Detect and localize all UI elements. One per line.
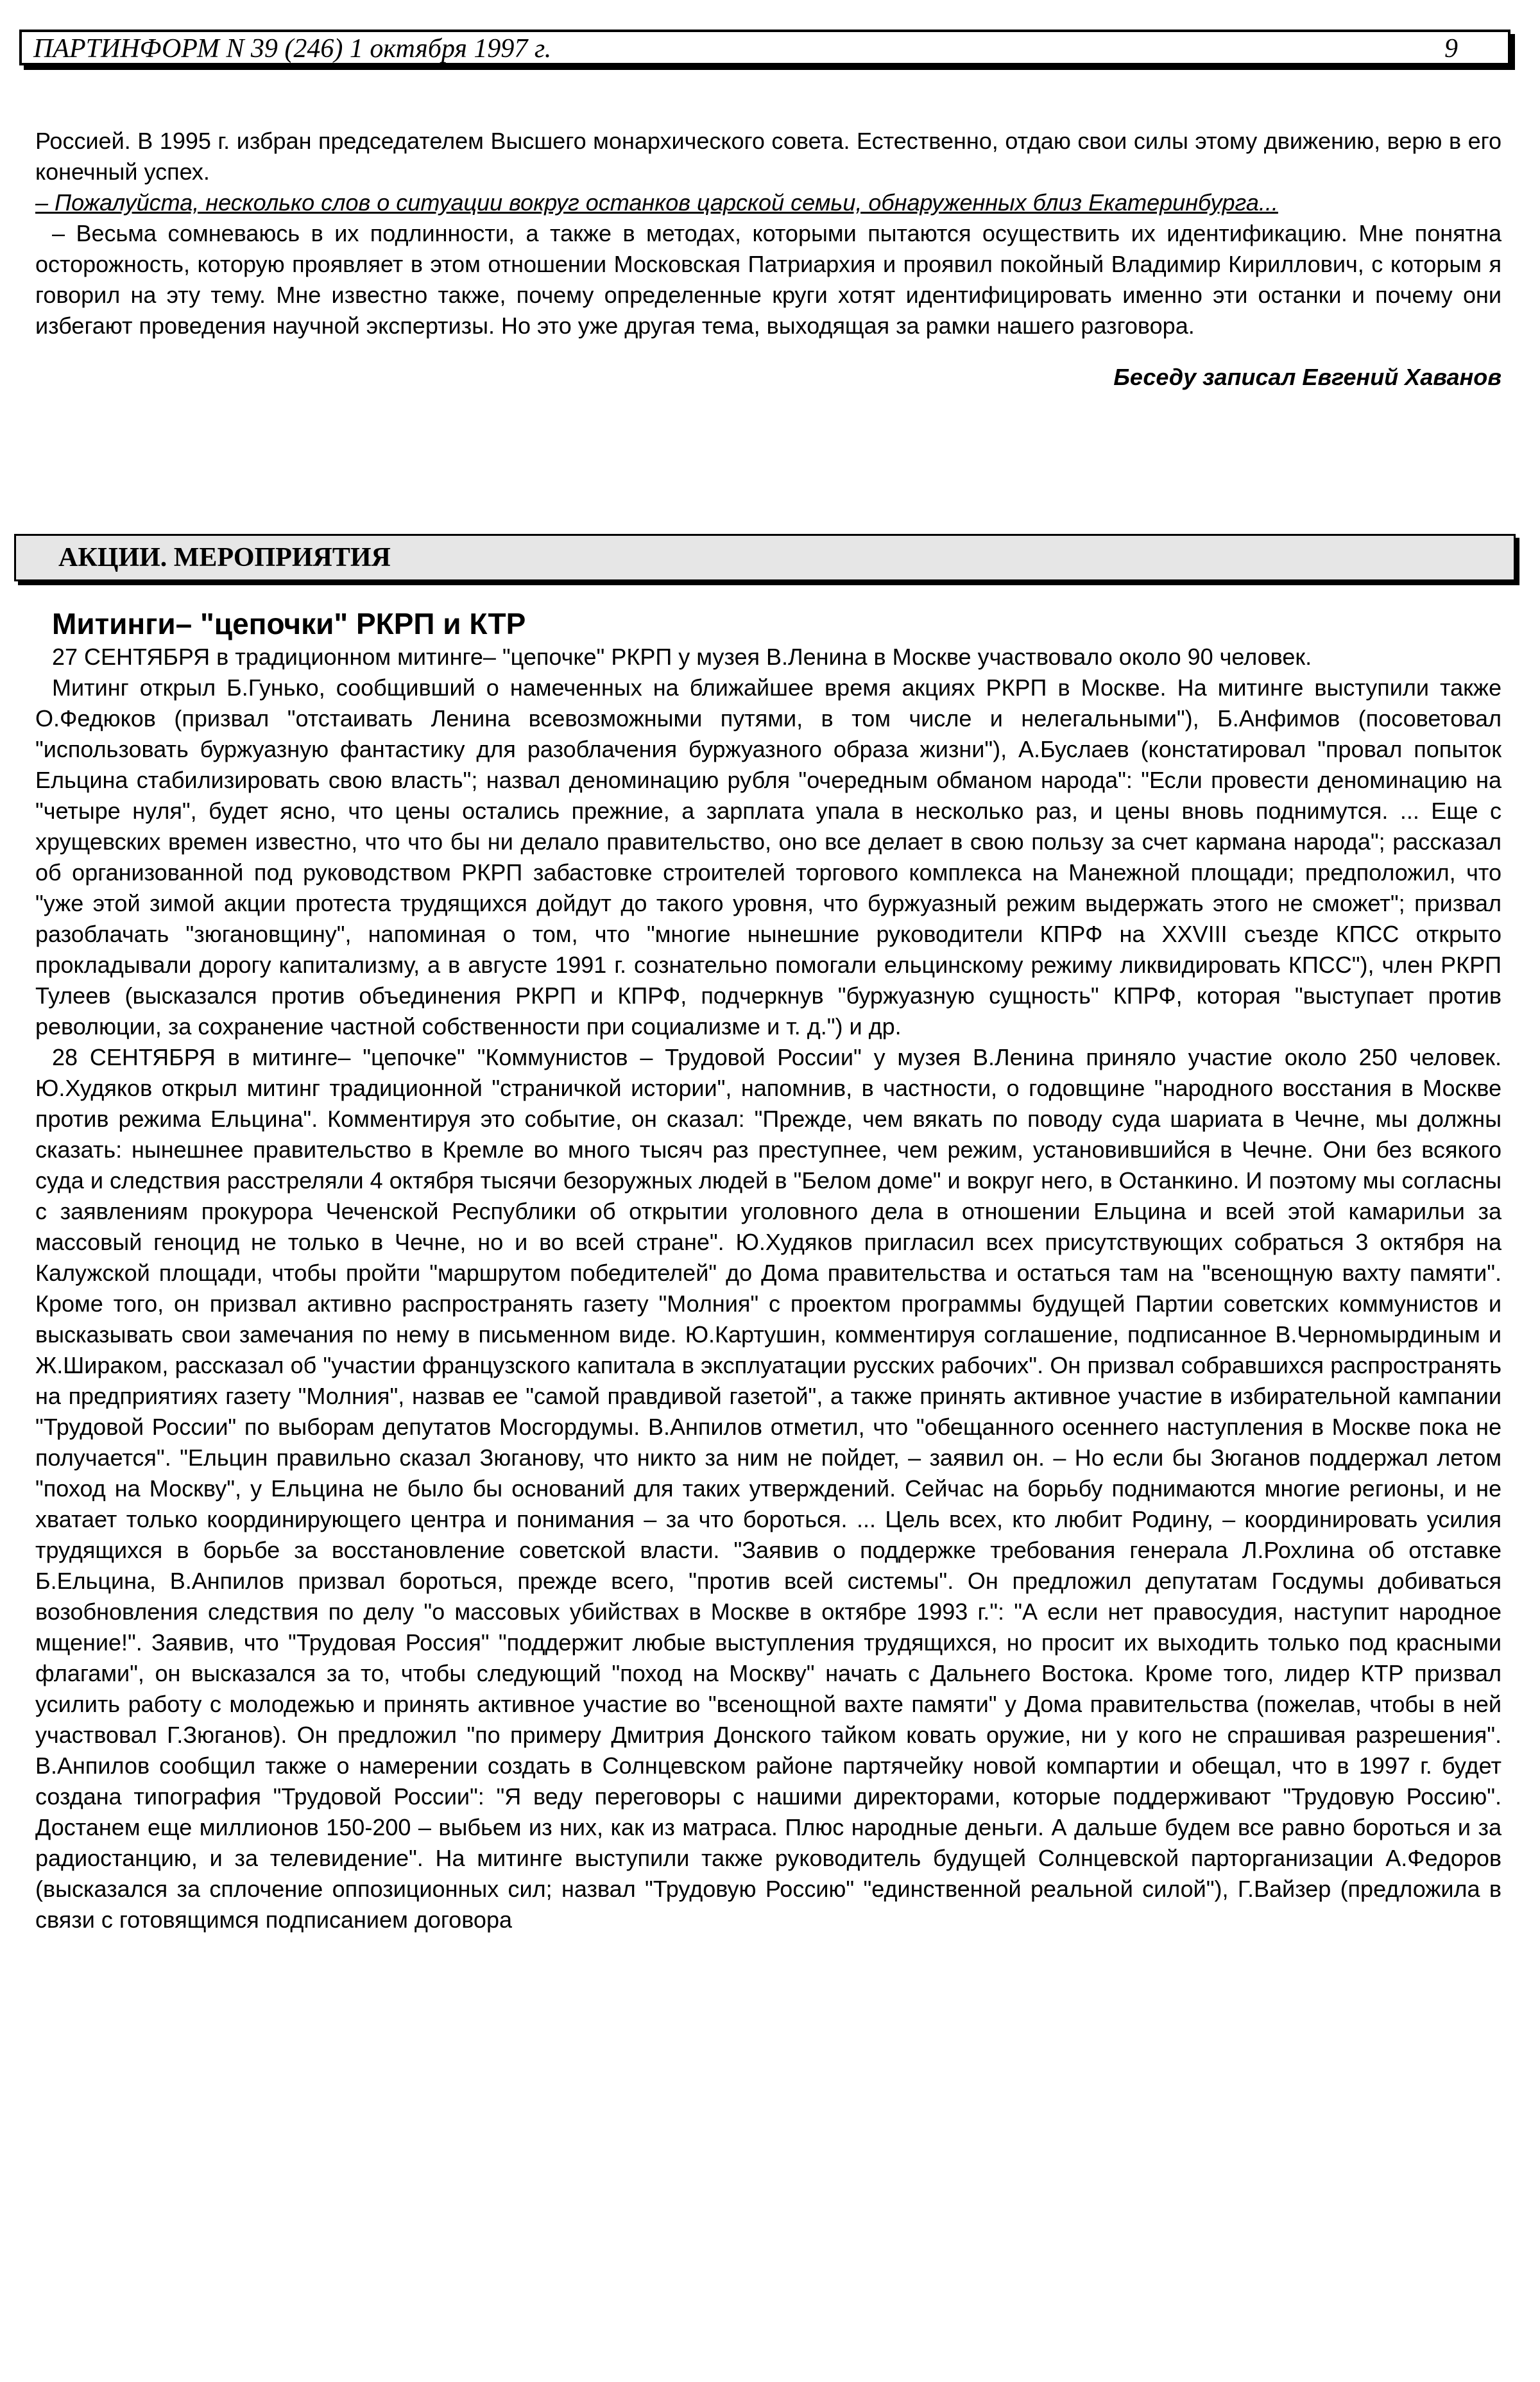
interview-paragraph: Россией. В 1995 г. избран председателем Высшего монархического совета. Естественно, отдаю свои силы этому движению, верю в его конечный успех. bbox=[35, 128, 1502, 185]
article-title: Митинги– "цепочки" РКРП и КТР bbox=[52, 607, 526, 640]
publication-title: ПАРТИНФОРМ N 39 (246) 1 октября 1997 г. bbox=[33, 34, 552, 64]
page-number: 9 bbox=[1444, 34, 1458, 64]
section-heading: АКЦИИ. МЕРОПРИЯТИЯ bbox=[14, 534, 1516, 581]
article-paragraph: 27 СЕНТЯБРЯ в традиционном митинге– "цепочке" РКРП у музея В.Ленина в Москве участвовало около 90 человек. bbox=[52, 644, 1312, 670]
page-header bbox=[19, 30, 1510, 65]
article-paragraph: 28 СЕНТЯБРЯ в митинге– "цепочке" "Коммунистов – Трудовой России" у музея В.Ленина приняло участие около 250 человек. Ю.Худяков открыл митинг традиционной "страничкой истории", напомнив, в частности, о годовщине "народного восстания в Москве против режима Ельцина". Комментируя это событие, он сказал: "Прежде, чем вякать по поводу суда шариата в Чечне, мы должны сказать: нынешнее правительство в Кремле во много тысяч раз преступнее, чем режим, установившийся в Чечне. Они без всякого суда и следствия расстреляли 4 октября тысячи безоружных людей в "Белом доме" и вокруг него, в Останкино. И поэтому мы согласны с заявлениям прокурора Чеченской Республики об открытии уголовного дела в отношении Ельцина и всей этой камарильи за массовый геноцид не только в Чечне, но и во всей стране". Ю.Худяков пригласил всех присутствующих собраться 3 октября на Калужской площади, чтобы пройти "маршрутом победителей" до Дома правительства и остаться там на "всенощную вахту памяти". Кроме того, он призвал активно распространять газету "Молния" с проектом программы будущей Партии советских коммунистов и высказывать свои замечания по нему в письменном виде. Ю.Картушин, комментируя соглашение, подписанное В.Черномырдиным и Ж.Шираком, рассказал об "участии французского капитала в эксплуатации русских рабочих". Он призвал собравшихся распространять на предприятиях газету "Молния", назвав ее "самой правдивой газетой", а также принять активное участие в избирательной кампании "Трудовой России" по выборам депутатов Мосгордумы. В.Анпилов отметил, что "обещанного осеннего наступления в Москве пока не получается". "Ельцин правильно сказал Зюганову, что никто за ним не пойдет, – заявил он. – Но если бы Зюганов поддержал летом "поход на Москву", у Ельцина не было бы оснований для таких утверждений. Сейчас на борьбу поднимаются многие регионы, и не хватает только координирующего центра и понимания – за что бороться. ... Цель всех, кто любит Родину, – координировать усилия трудящихся в борьбе за восстановление советской власти. "Заявив о поддержке требования генерала Л.Рохлина об отставке Б.Ельцина, В.Анпилов призвал бороться, прежде всего, "против всей системы". Он предложил депутатам Госдумы добиваться возобновления следствия по делу "о массовых убийствах в Москве в октябре 1993 г.": "А если нет правосудия, наступит народное мщение!". Заявив, что "Трудовая Россия" "поддержит любые выступления трудящихся, но просит их выходить только под красными флагами", он высказался за то, чтобы следующий "поход на Москву" начать с Дальнего Востока. Кроме того, лидер КТР призвал усилить работу с молодежью и принять активное участие во "всенощной вахте памяти" у Дома правительства (пожелав, чтобы в ней участвовал Г.Зюганов). Он предложил "по примеру Дмитрия Донского тайком ковать оружие, ни у кого не спрашивая разрешения". В.Анпилов сообщил также о намерении создать в Солнцевском районе партячейку новой компартии и обещал, что в 1997 г. будет создана типография "Трудовой России": "Я веду переговоры с нашими директорами, которые поддерживают "Трудовую Россию". Достанем еще миллионов 150-200 – выбьем из них, как из матраса. Плюс народные деньги. А дальше будем все равно бороться и за радиостанцию, и за телевидение". На митинге выступили также руководитель будущей Солнцевской парторганизации А.Федоров (высказался за сплочение оппозиционных сил; назвал "Трудовую Россию" "единственной реальной силой"), Г.Вайзер (предложила в связи с готовящимся подписанием договора bbox=[35, 1044, 1502, 1933]
interview-block bbox=[35, 126, 1502, 393]
article-paragraph: Митинг открыл Б.Гунько, сообщивший о намеченных на ближайшее время акциях РКРП в Москве. На митинге выступили также О.Федюков (призвал "отстаивать Ленина всевозможными путями, в том числе и нелегальными"), Б.Анфимов (посоветовал "использовать буржуазную фантастику для разоблачения буржуазного образа жизни"), А.Буслаев (констатировал "провал попыток Ельцина стабилизировать свою власть"; назвал деноминацию рубля "очередным обманом народа": "Если провести деноминацию на "четыре нуля", будет ясно, что цены остались прежние, а зарплата упала в несколько раз, и цены вновь поднимутся. ... Еще с хрущевских времен известно, что что бы ни делало правительство, оно все делает в свою пользу за счет кармана народа"; рассказал об организованной под руководством РКРП забастовке строителей торгового комплекса на Манежной площади; предположил, что "уже этой зимой акции протеста трудящихся дойдут до такого уровня, что буржуазный режим выдержать этого не сможет"; призвал разоблачать "зюгановщину", напоминая о том, что "многие нынешние руководители КПРФ на XXVIII съезде КПСС открыто прокладывали дорогу капитализму, а в августе 1991 г. сознательно помогали ельцинскому режиму ликвидировать КПСС"), член РКРП Тулеев (высказался против объединения РКРП и КПРФ, подчеркнув "буржуазную сущность" КПРФ, которая "выступает против революции, за сохранение частной собственности при социализме и т. д.") и др. bbox=[35, 674, 1502, 1040]
article-block bbox=[35, 606, 1502, 1935]
interview-question: – Пожалуйста, несколько слов о ситуации вокруг останков царской семьи, обнаруженных близ Екатеринбурга... bbox=[35, 189, 1278, 216]
interview-signature: Беседу записал Евгений Хаванов bbox=[1113, 364, 1502, 390]
interview-answer: – Весьма сомневаюсь в их подлинности, а также в методах, которыми пытаются осуществить их идентификацию. Мне понятна осторожность, которую проявляет в этом отношении Московская Патриархия и проявил покойный Владимир Кириллович, с которым я говорил на эту тему. Мне известно также, почему определенные круги хотят идентифицировать именно эти останки и почему они избегают проведения научной экспертизы. Но это уже другая тема, выходящая за рамки нашего разговора. bbox=[35, 220, 1502, 339]
